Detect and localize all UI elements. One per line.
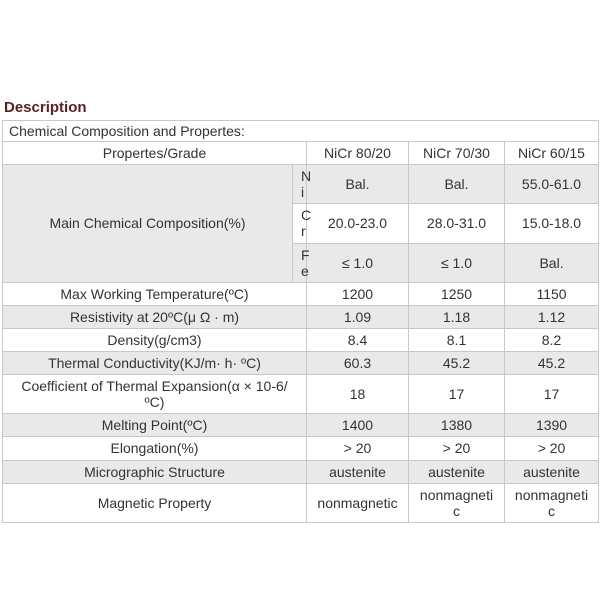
value-cell: > 20	[505, 437, 599, 460]
property-row	[3, 414, 599, 437]
property-label-cell: Elongation(%)	[3, 437, 307, 460]
value-cell: 1400	[307, 414, 409, 437]
grade-header: NiCr 60/15	[505, 142, 599, 165]
value-cell: austenite	[409, 460, 505, 483]
element-cell: Ni	[293, 165, 307, 204]
property-label-cell: Magnetic Property	[3, 483, 307, 522]
composition-label-cell: Main Chemical Composition(%)	[3, 165, 293, 283]
value-cell: ≤ 1.0	[409, 243, 505, 282]
value-cell: 1.12	[505, 305, 599, 328]
page-title: Description	[4, 99, 87, 116]
value-cell: 15.0-18.0	[505, 204, 599, 243]
value-cell: 45.2	[505, 352, 599, 375]
value-cell: Bal.	[409, 165, 505, 204]
element-cell: Fe	[293, 243, 307, 282]
value-cell: 1250	[409, 282, 505, 305]
value-cell: 8.4	[307, 328, 409, 351]
value-cell: 1.09	[307, 305, 409, 328]
element-cell: Cr	[293, 204, 307, 243]
value-cell: 1.18	[409, 305, 505, 328]
value-cell: 1390	[505, 414, 599, 437]
value-cell: 28.0-31.0	[409, 204, 505, 243]
value-cell: 55.0-61.0	[505, 165, 599, 204]
property-label-cell: Coefficient of Thermal Expansion(α × 10-6/ ºC)	[3, 375, 307, 414]
value-cell: 1200	[307, 282, 409, 305]
value-cell: nonmagnetic	[307, 483, 409, 522]
value-cell: 45.2	[409, 352, 505, 375]
value-cell: > 20	[307, 437, 409, 460]
property-row	[3, 460, 599, 483]
value-cell: nonmagnetic	[505, 483, 599, 522]
property-label-cell: Thermal Conductivity(KJ/m· h· ºC)	[3, 352, 307, 375]
table-caption-row	[3, 121, 599, 142]
value-cell: 1150	[505, 282, 599, 305]
property-label-cell: Melting Point(ºC)	[3, 414, 307, 437]
value-cell: 8.2	[505, 328, 599, 351]
value-cell: 1380	[409, 414, 505, 437]
value-cell: 18	[307, 375, 409, 414]
composition-row-ni	[3, 165, 599, 204]
property-row	[3, 282, 599, 305]
grade-header: NiCr 80/20	[307, 142, 409, 165]
table-caption: Chemical Composition and Propertes:	[3, 121, 599, 142]
value-cell: austenite	[307, 460, 409, 483]
property-row	[3, 437, 599, 460]
value-cell: austenite	[505, 460, 599, 483]
value-cell: 20.0-23.0	[307, 204, 409, 243]
value-cell: 17	[409, 375, 505, 414]
value-cell: 60.3	[307, 352, 409, 375]
property-label-cell: Max Working Temperature(ºC)	[3, 282, 307, 305]
grade-header-row	[3, 142, 599, 165]
value-cell: Bal.	[505, 243, 599, 282]
property-row	[3, 352, 599, 375]
value-cell: 17	[505, 375, 599, 414]
properties-grade-header: Propertes/Grade	[3, 142, 307, 165]
property-row	[3, 375, 599, 414]
value-cell: ≤ 1.0	[307, 243, 409, 282]
properties-table	[2, 120, 599, 523]
property-row	[3, 483, 599, 522]
value-cell: > 20	[409, 437, 505, 460]
value-cell: Bal.	[307, 165, 409, 204]
property-label-cell: Resistivity at 20ºC(μ Ω · m)	[3, 305, 307, 328]
property-label-cell: Density(g/cm3)	[3, 328, 307, 351]
value-cell: nonmagnetic	[409, 483, 505, 522]
property-label-cell: Micrographic Structure	[3, 460, 307, 483]
value-cell: 8.1	[409, 328, 505, 351]
property-row	[3, 305, 599, 328]
property-row	[3, 328, 599, 351]
grade-header: NiCr 70/30	[409, 142, 505, 165]
